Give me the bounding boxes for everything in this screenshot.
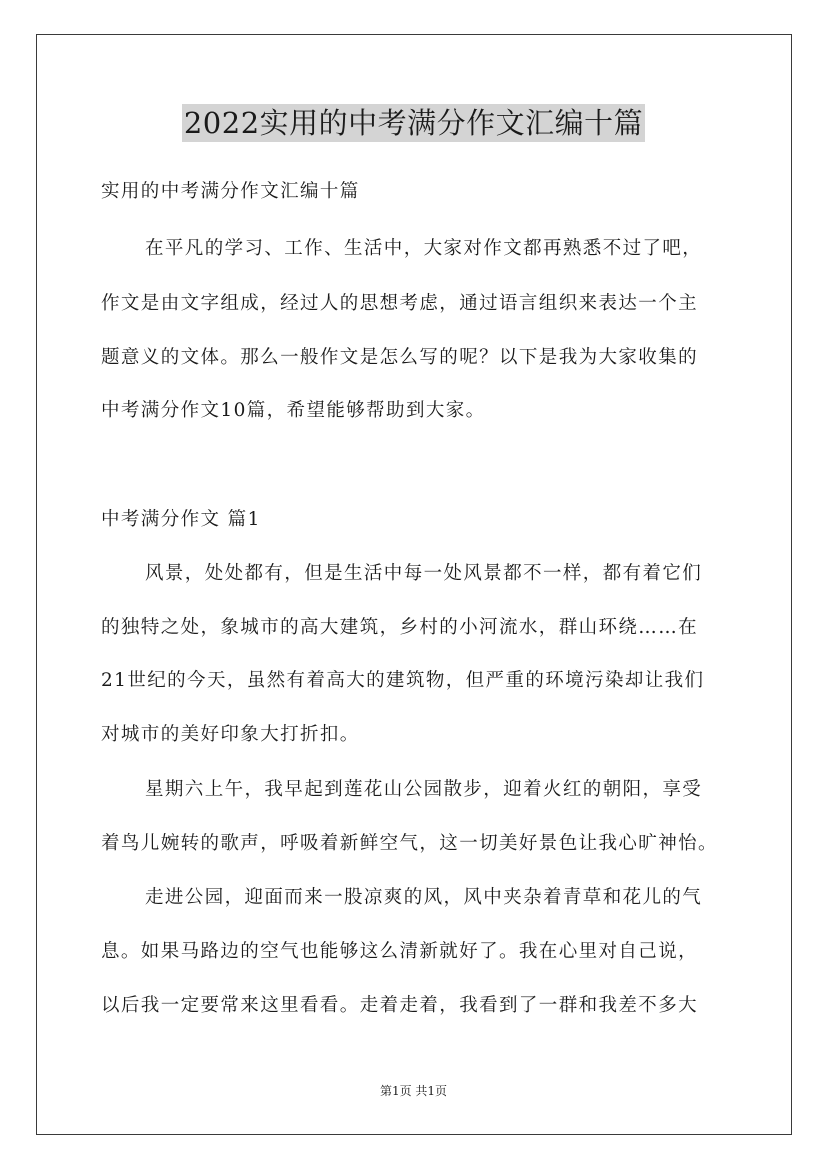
document-title: 2022实用的中考满分作文汇编十篇 xyxy=(183,106,644,140)
para1-line-3: 21世纪的今天，虽然有着高大的建筑物，但严重的环境污染却让我们 xyxy=(101,670,705,691)
intro-line-1: 在平凡的学习、工作、生活中，大家对作文都再熟悉不过了吧， xyxy=(145,238,703,259)
para2-line-2: 着鸟儿婉转的歌声，呼吸着新鲜空气，这一切美好景色让我心旷神怡。 xyxy=(101,833,718,854)
intro-line-3: 题意义的文体。那么一般作文是怎么写的呢？以下是我为大家收集的 xyxy=(101,347,699,368)
para1-line-4: 对城市的美好印象大打折扣。 xyxy=(101,724,360,745)
para1-line-2: 的独特之处，象城市的高大建筑，乡村的小河流水，群山环绕……在 xyxy=(101,617,699,638)
para3-line-1: 走进公园，迎面而来一股凉爽的风，风中夹杂着青草和花儿的气 xyxy=(145,887,703,908)
document-subtitle: 实用的中考满分作文汇编十篇 xyxy=(101,181,360,202)
para2-line-1: 星期六上午，我早起到莲花山公园散步，迎着火红的朝阳，享受 xyxy=(145,779,703,800)
para3-line-3: 以后我一定要常来这里看看。走着走着，我看到了一群和我差不多大 xyxy=(101,995,699,1016)
section-heading: 中考满分作文 篇1 xyxy=(101,509,261,530)
para1-line-1: 风景，处处都有，但是生活中每一处风景都不一样，都有着它们 xyxy=(145,563,703,584)
intro-line-2: 作文是由文字组成，经过人的思想考虑，通过语言组织来表达一个主 xyxy=(101,293,699,314)
page-footer: 第1页 共1页 xyxy=(379,1084,448,1098)
para3-line-2: 息。如果马路边的空气也能够这么清新就好了。我在心里对自己说， xyxy=(101,941,699,962)
intro-line-4: 中考满分作文10篇，希望能够帮助到大家。 xyxy=(101,400,486,421)
title-container xyxy=(0,104,827,142)
